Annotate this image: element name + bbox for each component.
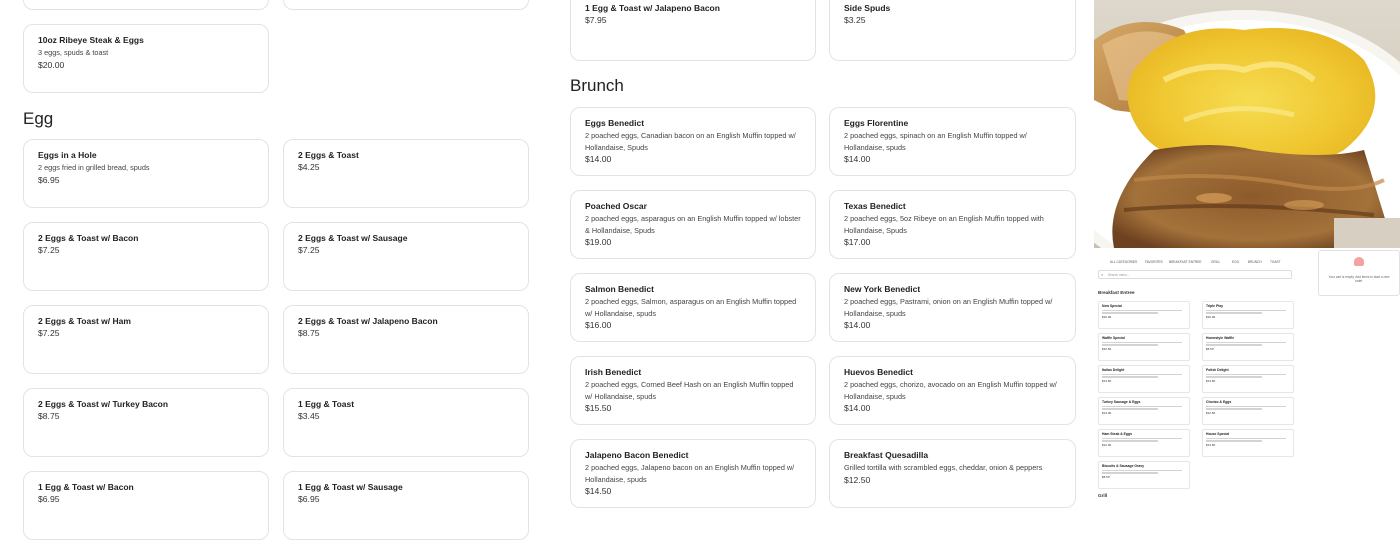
menu-item-name: 1 Egg & Toast w/ Bacon [38,482,134,492]
preview-item-price: $12.00 [1102,442,1112,447]
preview-item-price: $13.00 [1102,410,1112,415]
menu-item-card[interactable] [829,107,1076,176]
preview-tab: TOAST [1270,260,1281,264]
menu-item-desc: 2 poached eggs, Pastrami, onion on an English Muffin topped w/ Hollandaise, spuds [844,297,1053,318]
menu-item-partial[interactable] [283,0,529,10]
menu-item-card[interactable] [829,439,1076,508]
preview-item-desc-line [1206,374,1286,375]
menu-item-card[interactable] [23,139,269,208]
preview-item-name: New Special [1102,304,1122,308]
menu-item-price: $7.25 [298,245,320,255]
preview-item-card [1202,301,1294,329]
menu-item-price: $14.00 [844,320,871,330]
preview-tab: EGG [1232,260,1240,264]
menu-item-card[interactable] [829,190,1076,259]
menu-item-card[interactable] [23,388,269,457]
menu-item-card[interactable] [570,107,816,176]
menu-item-name: Jalapeno Bacon Benedict [585,450,689,460]
preview-item-name: Homestyle Waffle [1206,336,1235,340]
preview-tab: ALL CATEGORIES [1110,260,1138,264]
menu-item-price: $20.00 [38,59,65,70]
menu-item-card[interactable] [23,222,269,291]
menu-item-name: 2 Eggs & Toast [298,150,359,160]
preview-item-name: Ham Steak & Eggs [1102,432,1132,436]
preview-item-price: $13.50 [1102,378,1112,383]
menu-item-price: $7.95 [585,15,607,25]
menu-item-price: $15.50 [585,403,612,413]
preview-item-desc-line [1102,472,1158,473]
menu-item-name: Salmon Benedict [585,284,654,294]
menu-item-card[interactable] [570,273,816,342]
menu-item-desc: 2 poached eggs, Salmon, asparagus on an English Muffin topped w/ Hollandaise, spuds [585,297,797,318]
preview-item-desc-line [1102,470,1182,471]
menu-item-price: $4.25 [298,162,320,172]
preview-item-name: House Special [1206,432,1230,436]
preview-item-card [1098,333,1190,361]
preview-item-card [1098,429,1190,457]
preview-item-desc-line [1206,408,1262,409]
menu-item-name: Eggs Benedict [585,118,645,128]
preview-tab: BRUNCH [1248,260,1262,264]
menu-item-card[interactable] [570,439,816,508]
menu-item-price: $3.25 [844,15,866,25]
menu-item-name: 2 Eggs & Toast w/ Turkey Bacon [38,399,169,409]
menu-item-card[interactable] [829,356,1076,425]
menu-item-card[interactable] [570,0,816,61]
food-photo [1094,0,1400,248]
menu-item-name: New York Benedict [844,284,921,294]
menu-item-price: $8.75 [38,411,60,421]
menu-item-name: Breakfast Quesadilla [844,450,929,460]
menu-item-price: $14.00 [844,403,871,413]
preview-item-price: $8.50 [1206,346,1214,351]
menu-item-name: 1 Egg & Toast [298,399,355,409]
preview-item-desc-line [1102,342,1182,343]
menu-item-desc: 2 poached eggs, 5oz Ribeye on an English Muffin topped with Hollandaise, Spuds [844,214,1044,235]
menu-item-card[interactable] [283,471,529,540]
preview-item-price: $10.00 [1206,314,1216,319]
preview-tab: FAVORITES [1145,260,1163,264]
menu-item-card[interactable] [23,305,269,374]
preview-item-name: Triple Play [1206,304,1223,308]
preview-item-name: Chorizo & Eggs [1206,400,1232,404]
menu-item-name: 2 Eggs & Toast w/ Jalapeno Bacon [298,316,438,326]
preview-item-desc-line [1206,438,1286,439]
preview-item-desc-line [1206,342,1286,343]
menu-item-card[interactable] [283,305,529,374]
preview-cart-empty-text: Your cart is empty. Add items to start a new order. [1328,275,1390,283]
menu-item-desc: 2 poached eggs, spinach on an English Muffin topped w/ Hollandaise, spuds [844,131,1027,152]
preview-item-desc-line [1102,438,1182,439]
menu-item-card[interactable] [283,222,529,291]
menu-item-desc: 2 poached eggs, asparagus on an English Muffin topped w/ lobster & Hollandaise, Spuds [585,214,801,235]
preview-item-desc-line [1102,344,1158,345]
menu-item-card[interactable] [283,139,529,208]
menu-item-card[interactable] [570,190,816,259]
menu-item-desc: 2 poached eggs, Corned Beef Hash on an English Muffin topped w/ Hollandaise, spuds [585,380,794,401]
menu-item-name: 2 Eggs & Toast w/ Sausage [298,233,408,243]
preview-section-title: Breakfast Entree [1098,290,1135,295]
preview-item-price: $10.00 [1102,314,1112,319]
menu-item-desc: 2 eggs fried in grilled bread, spuds [38,163,150,172]
menu-preview-thumbnail [1094,248,1400,500]
menu-item-name: 10oz Ribeye Steak & Eggs [38,35,144,45]
menu-item-card[interactable] [283,388,529,457]
menu-item-price: $16.00 [585,320,612,330]
preview-cart [1318,250,1400,296]
menu-item-name: Texas Benedict [844,201,906,211]
preview-item-card [1098,461,1190,489]
menu-item-price: $6.95 [38,174,60,185]
menu-item-price: $6.95 [298,494,320,504]
menu-item-price: $14.00 [844,154,871,164]
preview-item-name: Turkey Sausage & Eggs [1102,400,1141,404]
menu-item-card[interactable] [23,471,269,540]
preview-item-name: Polish Delight [1206,368,1229,372]
preview-item-price: $13.50 [1206,442,1216,447]
preview-tab: BREAKFAST ENTREE [1169,260,1202,264]
preview-item-desc-line [1102,310,1182,311]
preview-item-desc-line [1206,310,1286,311]
menu-item-name: Huevos Benedict [844,367,913,377]
preview-item-card [1202,333,1294,361]
preview-cart-icon [1354,257,1364,266]
menu-item-price: $7.25 [38,245,60,255]
menu-item-name: Eggs in a Hole [38,150,97,160]
menu-item-price: $8.75 [298,328,320,338]
preview-item-desc-line [1206,376,1262,377]
preview-item-desc-line [1206,344,1262,345]
preview-section-title: Grill [1098,493,1108,498]
menu-item-card[interactable] [23,24,269,93]
preview-item-card [1202,365,1294,393]
preview-item-card [1098,365,1190,393]
preview-search [1098,270,1292,279]
menu-item-price: $3.45 [298,411,320,421]
menu-item-desc: 2 poached eggs, Canadian bacon on an English Muffin topped w/ Hollandaise, Spuds [585,131,796,152]
preview-search-placeholder: Search menu... [1108,273,1130,277]
menu-item-price: $19.00 [585,237,612,247]
preview-item-desc-line [1206,440,1262,441]
preview-item-card [1202,429,1294,457]
menu-item-name: Eggs Florentine [844,118,909,128]
menu-item-partial[interactable] [23,0,269,10]
menu-item-price: $7.25 [38,328,60,338]
preview-item-desc-line [1102,408,1158,409]
preview-item-desc-line [1206,312,1262,313]
menu-item-price: $14.00 [585,154,612,164]
menu-item-name: Irish Benedict [585,367,642,377]
preview-item-desc-line [1102,406,1182,407]
menu-item-card[interactable] [829,0,1076,61]
section-title-egg: Egg [23,109,54,128]
menu-item-price: $6.95 [38,494,60,504]
preview-item-desc-line [1102,374,1182,375]
preview-item-name: Biscuits & Sausage Gravy [1102,464,1145,468]
preview-item-name: Waffle Special [1102,336,1125,340]
menu-item-price: $14.50 [585,486,612,496]
menu-item-name: 1 Egg & Toast w/ Jalapeno Bacon [585,3,720,13]
menu-item-name: Side Spuds [844,3,891,13]
preview-item-price: $13.50 [1206,378,1216,383]
preview-item-desc-line [1206,406,1286,407]
preview-item-card [1098,397,1190,425]
menu-item-desc: 2 poached eggs, Jalapeno bacon on an English Muffin topped w/ Hollandaise, spuds [585,463,795,484]
menu-item-name: Poached Oscar [585,201,647,211]
preview-item-name: Italian Delight [1102,368,1125,372]
preview-search-icon: ⌕ [1101,272,1104,277]
preview-item-card [1098,301,1190,329]
menu-item-desc: 2 poached eggs, chorizo, avocado on an English Muffin topped w/ Hollandaise, spuds [844,380,1057,401]
preview-item-price: $12.50 [1206,410,1216,415]
menu-item-card[interactable] [829,273,1076,342]
preview-item-card [1202,397,1294,425]
menu-item-name: 2 Eggs & Toast w/ Ham [38,316,131,326]
menu-item-name: 1 Egg & Toast w/ Sausage [298,482,403,492]
preview-item-desc-line [1102,376,1158,377]
preview-item-desc-line [1102,440,1158,441]
sidebar [1094,0,1400,500]
menu-item-name: 2 Eggs & Toast w/ Bacon [38,233,139,243]
menu-item-price: $12.50 [844,474,871,485]
menu-item-price: $17.00 [844,237,871,247]
preview-item-price: $10.50 [1102,346,1112,351]
preview-item-desc-line [1102,312,1158,313]
preview-tab: GRILL [1211,260,1221,264]
menu-item-desc: 3 eggs, spuds & toast [38,48,109,57]
section-title-brunch: Brunch [570,76,624,95]
menu-item-desc: Grilled tortilla with scrambled eggs, cheddar, onion & peppers [844,463,1043,472]
preview-item-price: $8.50 [1102,474,1110,479]
menu-item-card[interactable] [570,356,816,425]
